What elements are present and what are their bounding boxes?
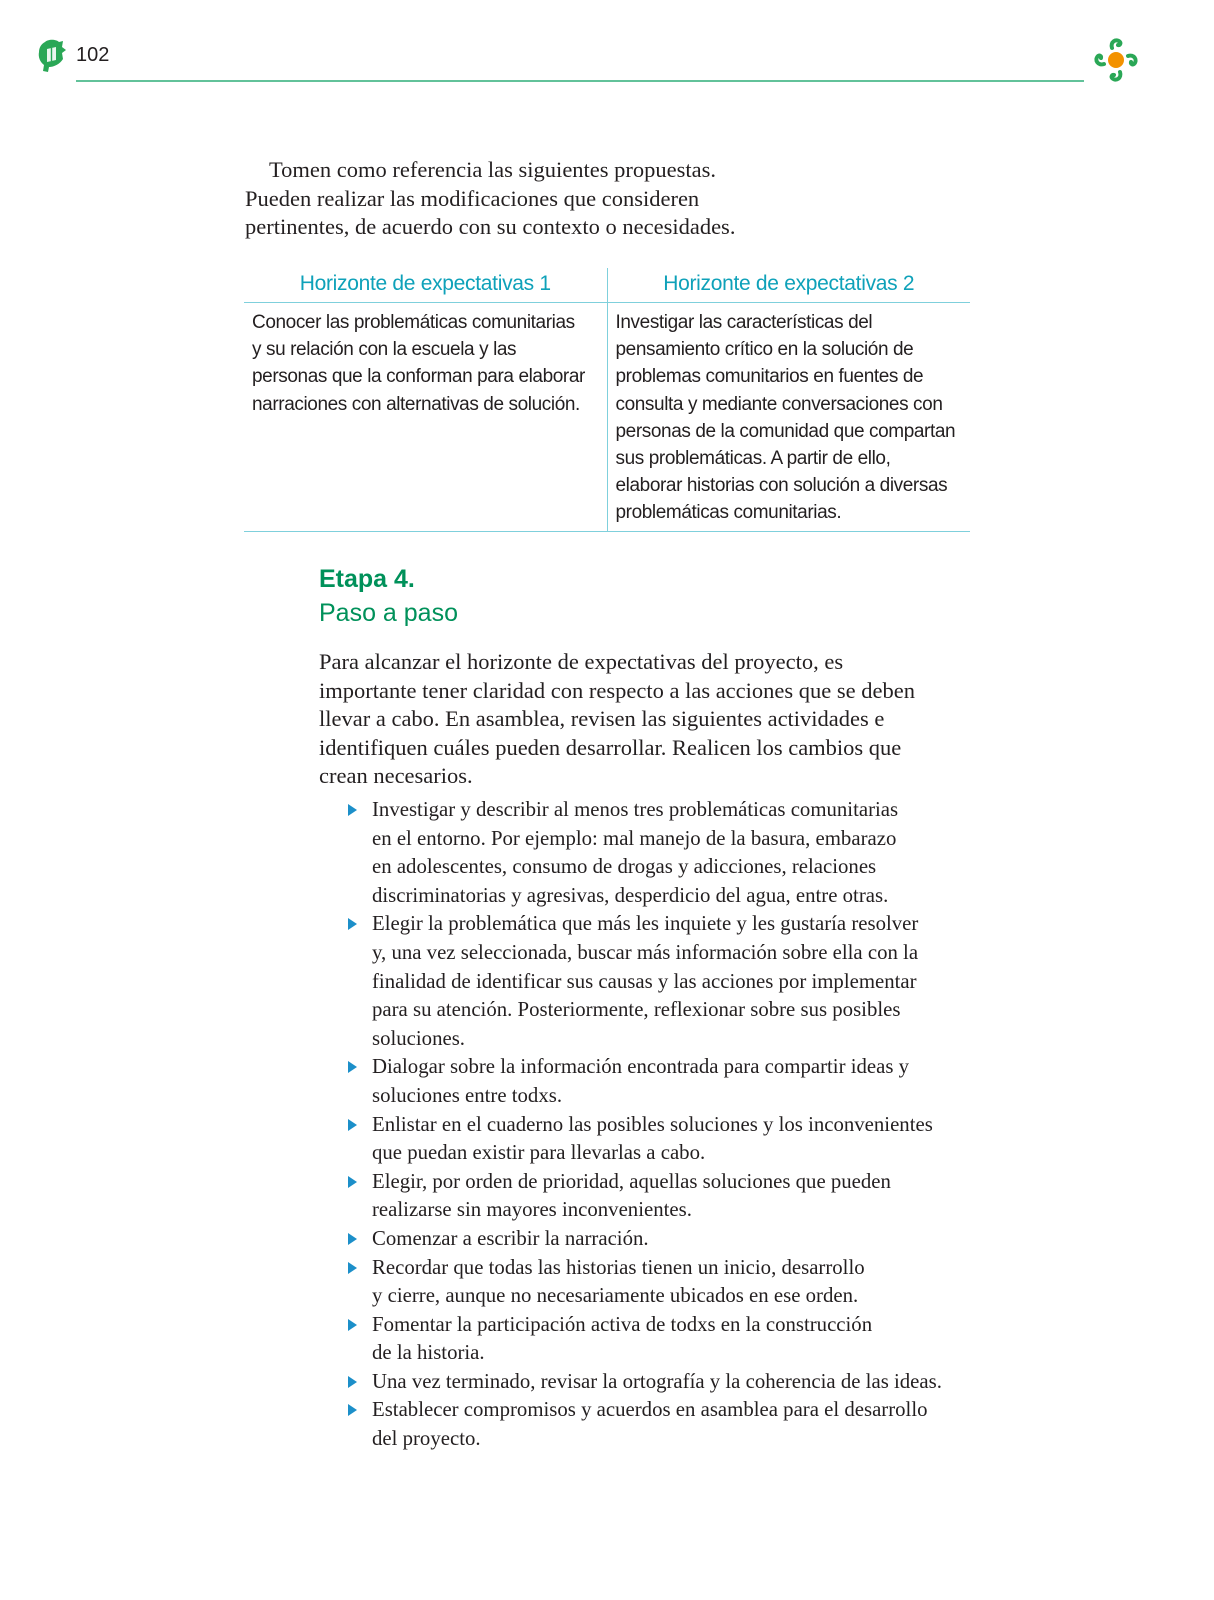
header-rule xyxy=(76,80,1084,82)
list-item-line: finalidad de identificar sus causas y las acciones por implementar xyxy=(372,969,917,993)
intro-line: Pueden realizar las modificaciones que consideren xyxy=(245,185,700,211)
triangle-bullet-icon xyxy=(348,804,357,816)
list-item-line: y cierre, aunque no necesariamente ubicados en ese orden. xyxy=(372,1284,859,1308)
list-item-line: soluciones entre todxs. xyxy=(372,1083,563,1107)
list-item xyxy=(346,796,956,910)
cell-line: consulta y mediante conversaciones con xyxy=(615,393,943,415)
intro-line: Tomen como referencia las siguientes propuestas. xyxy=(269,157,717,182)
cell-line: y su relación con la escuela y las xyxy=(252,339,517,361)
list-item-line: Una vez terminado, revisar la ortografía y la coherencia de las ideas. xyxy=(372,1369,942,1393)
list-item-line: Investigar y describir al menos tres problemáticas comunitarias xyxy=(372,798,899,821)
cell-line: pensamiento crítico en la solución de xyxy=(615,339,914,361)
cell-line: narraciones con alternativas de solución. xyxy=(252,393,580,415)
cell-line: personas que la conforman para elaborar xyxy=(252,366,585,388)
intro-line: pertinentes, de acuerdo con su contexto o necesidades. xyxy=(245,214,736,239)
list-item xyxy=(346,1225,956,1254)
list-item-line: que puedan existir para llevarlas a cabo. xyxy=(372,1141,706,1165)
triangle-bullet-icon xyxy=(348,1262,357,1274)
body-paragraph xyxy=(319,648,944,791)
list-item-line: para su atención. Posteriormente, reflexionar sobre sus posibles xyxy=(372,998,901,1022)
table-header-row xyxy=(244,268,970,303)
table-header-expectations-2: Horizonte de expectativas 2 xyxy=(607,268,970,303)
triangle-bullet-icon xyxy=(348,1119,357,1131)
page-header xyxy=(0,0,1214,90)
list-item-line: Comenzar a escribir la narración. xyxy=(372,1226,649,1250)
list-item-line: Elegir la problemática que más les inquiete y les gustaría resolver xyxy=(372,912,919,936)
cell-line: sus problemáticas. A partir de ello, xyxy=(615,448,891,470)
triangle-bullet-icon xyxy=(348,1376,357,1388)
list-item-line: soluciones. xyxy=(372,1026,465,1050)
cell-line: Conocer las problemáticas comunitarias xyxy=(252,312,575,333)
cell-line: elaborar historias con solución a diversas xyxy=(615,475,948,497)
list-item xyxy=(346,1053,956,1110)
expectations-table xyxy=(244,268,970,532)
table-header-expectations-1: Horizonte de expectativas 1 xyxy=(244,268,607,303)
list-item xyxy=(346,1311,956,1368)
community-emblem-icon xyxy=(1090,34,1142,86)
list-item-line: de la historia. xyxy=(372,1341,485,1365)
expectations-2-cell xyxy=(607,303,970,532)
list-item-line: y, una vez seleccionada, buscar más información sobre ella con la xyxy=(372,940,919,964)
body-line: identifiquen cuáles pueden desarrollar. Realicen los cambios que xyxy=(319,734,902,760)
list-item-line: Establecer compromisos y acuerdos en asamblea para el desarrollo xyxy=(372,1398,928,1422)
cell-line: problemas comunitarios en fuentes de xyxy=(615,366,924,388)
table-row xyxy=(244,303,970,532)
list-item-line: realizarse sin mayores inconvenientes. xyxy=(372,1198,692,1222)
intro-paragraph xyxy=(245,156,805,242)
page-number: 102 xyxy=(76,44,110,66)
list-item xyxy=(346,1168,956,1225)
triangle-bullet-icon xyxy=(348,1233,357,1245)
body-line: llevar a cabo. En asamblea, revisen las siguientes actividades e xyxy=(319,706,885,731)
list-item xyxy=(346,1254,956,1311)
cell-line: personas de la comunidad que compartan xyxy=(615,420,956,442)
activity-list xyxy=(346,796,956,1454)
triangle-bullet-icon xyxy=(348,1176,357,1188)
list-item xyxy=(346,1111,956,1168)
triangle-bullet-icon xyxy=(348,1319,357,1331)
list-item xyxy=(346,910,956,1053)
list-item xyxy=(346,1396,956,1453)
list-item-line: discriminatorias y agresivas, desperdicio del agua, entre otras. xyxy=(372,883,889,907)
body-line: crean necesarios. xyxy=(319,763,473,788)
list-item-line: en el entorno. Por ejemplo: mal manejo de la basura, embarazo xyxy=(372,826,897,850)
list-item xyxy=(346,1368,956,1397)
body-line: importante tener claridad con respecto a las acciones que se deben xyxy=(319,677,915,703)
triangle-bullet-icon xyxy=(348,918,357,930)
list-item-line: Elegir, por orden de prioridad, aquellas soluciones que pueden xyxy=(372,1169,891,1193)
cell-line: Investigar las características del xyxy=(615,312,873,333)
book-logo-icon xyxy=(36,38,68,74)
body-line: Para alcanzar el horizonte de expectativas del proyecto, es xyxy=(319,649,844,674)
list-item-line: Recordar que todas las historias tienen un inicio, desarrollo xyxy=(372,1255,865,1279)
cell-line: problemáticas comunitarias. xyxy=(615,502,842,524)
stage-title: Etapa 4. xyxy=(319,565,415,593)
list-item-line: Fomentar la participación activa de todxs en la construcción xyxy=(372,1312,873,1336)
stage-subtitle: Paso a paso xyxy=(319,599,458,627)
list-item-line: Dialogar sobre la información encontrada para compartir ideas y xyxy=(372,1055,910,1079)
list-item-line: del proyecto. xyxy=(372,1427,481,1451)
expectations-1-cell xyxy=(244,303,607,532)
triangle-bullet-icon xyxy=(348,1404,357,1416)
triangle-bullet-icon xyxy=(348,1061,357,1073)
list-item-line: en adolescentes, consumo de drogas y adicciones, relaciones xyxy=(372,855,877,879)
list-item-line: Enlistar en el cuaderno las posibles soluciones y los inconvenientes xyxy=(372,1112,933,1136)
